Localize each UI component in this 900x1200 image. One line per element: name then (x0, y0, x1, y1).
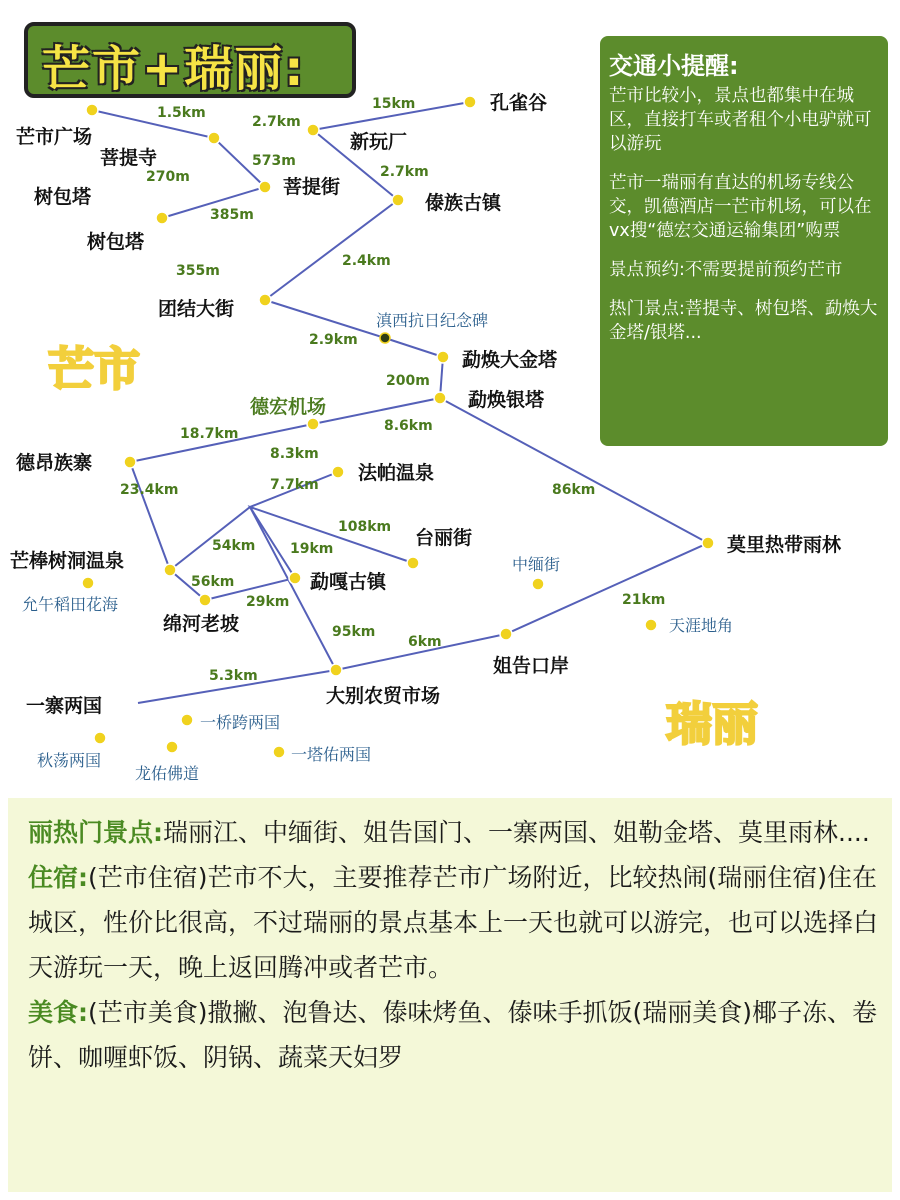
page-title: 芒市+瑞丽: (42, 41, 306, 97)
distance-label: 2.9km (309, 332, 358, 348)
place-label: 团结大街 (158, 298, 235, 320)
place-label: 滇西抗日纪念碑 (376, 311, 489, 330)
distance-label: 8.6km (384, 418, 433, 434)
place-dot (434, 392, 446, 404)
place-dot (259, 294, 271, 306)
tips-paragraph: 芒市一瑞丽有直达的机场专线公交，凯德酒店一芒市机场，可以在vx搜“德宏交通运输集团”购票 (609, 173, 872, 241)
distance-label: 54km (212, 538, 256, 554)
section-text: (芒市美食)撒撇、泡鲁达、傣味烤鱼、傣味手抓饭(瑞丽美食)椰子冻、卷饼、咖喱虾饭、阴锅、蔬菜天妇罗 (28, 998, 878, 1072)
place-dot (208, 132, 220, 144)
section-label: 住宿: (28, 863, 88, 892)
distance-label: 573m (252, 153, 296, 169)
place-dot (181, 714, 193, 726)
hot-spots-section (28, 810, 880, 855)
place-dot (82, 577, 94, 589)
place-dot (500, 628, 512, 640)
tips-paragraph: 热门景点:菩提寺、树包塔、勐焕大金塔/银塔... (609, 299, 878, 343)
tips-paragraph: 景点预约:不需要提前预约芒市 (609, 260, 843, 280)
place-dot (392, 194, 404, 206)
lodging-section (28, 855, 880, 990)
place-label: 菩提街 (283, 176, 341, 198)
place-label: 新玩厂 (350, 131, 408, 153)
tips-heading: 交通小提醒: (609, 52, 739, 80)
distance-label: 108km (338, 519, 392, 535)
distance-label: 355m (176, 263, 220, 279)
distance-label: 23.4km (120, 482, 179, 498)
place-label: 允午稻田花海 (22, 595, 119, 614)
place-dot (407, 557, 419, 569)
place-label: 龙佑佛道 (135, 764, 200, 783)
distance-label: 2.7km (252, 114, 301, 130)
distance-label: 1.5km (157, 105, 206, 121)
place-dot (702, 537, 714, 549)
place-dot (645, 619, 657, 631)
distance-label: 270m (146, 169, 190, 185)
region-label-mangshi: 芒市 (48, 342, 140, 396)
place-label: 树包塔 (34, 186, 92, 208)
tips-paragraph: 芒市比较小，景点也都集中在城区，直接打车或者租个小电驴就可以游玩 (609, 86, 872, 154)
distance-label: 19km (290, 541, 334, 557)
distance-label: 5.3km (209, 668, 258, 684)
title-banner (24, 22, 356, 98)
place-label: 台丽街 (415, 527, 473, 549)
place-dot (307, 124, 319, 136)
distance-label: 95km (332, 624, 376, 640)
place-dot (94, 732, 106, 744)
place-dot (332, 466, 344, 478)
place-label: 法帕温泉 (358, 462, 435, 484)
place-label: 中缅街 (512, 555, 561, 574)
place-dot (199, 594, 211, 606)
place-label: 大别农贸市场 (326, 685, 441, 707)
place-label: 芒市广场 (16, 126, 93, 148)
transport-tips-box (600, 36, 888, 446)
place-label: 孔雀谷 (490, 92, 548, 114)
place-label: 一寨两国 (26, 695, 103, 717)
place-label: 勐嘎古镇 (310, 571, 387, 593)
place-dot (289, 572, 301, 584)
distance-label: 15km (372, 96, 416, 112)
place-label: 芒棒树洞温泉 (10, 550, 125, 572)
place-label: 傣族古镇 (425, 192, 502, 214)
place-label: 莫里热带雨林 (727, 534, 842, 556)
place-label: 德宏机场 (250, 396, 327, 418)
distance-label: 86km (552, 482, 596, 498)
place-dot (164, 564, 176, 576)
distance-label: 8.3km (270, 446, 319, 462)
place-dot (437, 351, 449, 363)
place-dot (156, 212, 168, 224)
place-dot (259, 181, 271, 193)
distance-label: 6km (408, 634, 442, 650)
place-dot (380, 333, 390, 343)
place-label: 菩提寺 (100, 147, 158, 169)
section-label: 美食: (28, 998, 88, 1027)
region-label-ruili: 瑞丽 (666, 697, 758, 751)
place-label: 绵河老坡 (163, 613, 240, 635)
food-section (28, 990, 880, 1080)
distance-label: 7.7km (270, 477, 319, 493)
distance-label: 21km (622, 592, 666, 608)
section-text: 瑞丽江、中缅街、姐告国门、一寨两国、姐勒金塔、莫里雨林.... (163, 818, 870, 847)
place-dot (532, 578, 544, 590)
place-label: 秋荡两国 (37, 751, 102, 770)
place-dot (124, 456, 136, 468)
place-label: 姐告口岸 (493, 655, 570, 677)
distance-label: 200m (386, 373, 430, 389)
place-label: 天涯地角 (669, 616, 734, 635)
place-dot (273, 746, 285, 758)
distance-label: 29km (246, 594, 290, 610)
place-label: 一桥跨两国 (200, 713, 281, 732)
distance-label: 56km (191, 574, 235, 590)
place-dot (330, 664, 342, 676)
place-label: 一塔佑两国 (291, 745, 372, 764)
section-text: (芒市住宿)芒市不大，主要推荐芒市广场附近，比较热闹(瑞丽住宿)住在城区，性价比很高，不过瑞丽的景点基本上一天也就可以游完，也可以选择白天游玩一天，晚上返回腾冲或者芒市。 (28, 863, 879, 982)
distance-label: 18.7km (180, 426, 239, 442)
distance-label: 2.7km (380, 164, 429, 180)
info-panel (8, 798, 892, 1192)
place-dot (86, 104, 98, 116)
place-label: 勐焕银塔 (468, 389, 545, 411)
distance-label: 385m (210, 207, 254, 223)
place-label: 德昂族寨 (16, 452, 93, 474)
place-dot (464, 96, 476, 108)
place-dot (166, 741, 178, 753)
distance-label: 2.4km (342, 253, 391, 269)
place-label: 树包塔 (87, 231, 145, 253)
section-label: 丽热门景点: (28, 818, 163, 847)
place-dot (307, 418, 319, 430)
place-label: 勐焕大金塔 (462, 349, 558, 371)
